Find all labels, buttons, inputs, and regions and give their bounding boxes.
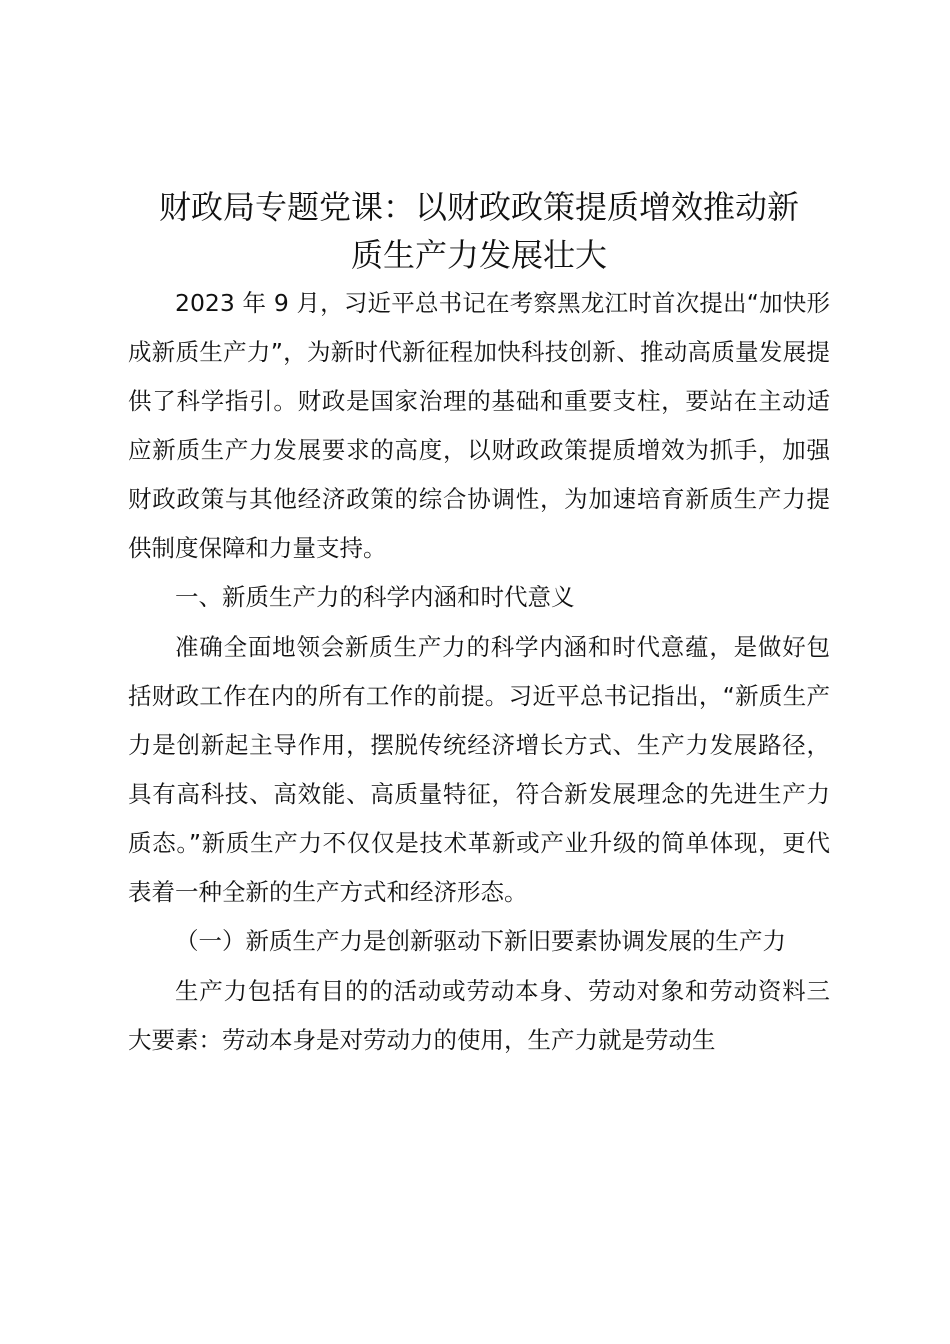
document-title bbox=[128, 183, 830, 279]
title-line-2: 质生产力发展壮大 bbox=[350, 236, 607, 274]
subsection-heading-1: （一）新质生产力是创新驱动下新旧要素协调发展的生产力 bbox=[175, 927, 786, 955]
paragraph-intro: 2023 年 9 月，习近平总书记在考察黑龙江时首次提出“加快形成新质生产力”，为新时代新征程加快科技创新、推动高质量发展提供了科学指引。财政是国家治理的基础和重要支柱，要站在主动适应新质生产力发展要求的高度，以财政政策提质增效为抓手，加强财政政策与其他经济政策的综合协调性，为加速培育新质生产力提供制度保障和力量支持。 bbox=[128, 289, 830, 562]
section-heading-1: 一、新质生产力的科学内涵和时代意义 bbox=[175, 583, 575, 611]
paragraph-productivity: 生产力包括有目的的活动或劳动本身、劳动对象和劳动资料三大要素：劳动本身是对劳动力的使用，生产力就是劳动生 bbox=[128, 977, 830, 1054]
document-page bbox=[128, 183, 830, 1065]
title-line-1: 财政局专题党课：以财政政策提质增效推动新 bbox=[158, 188, 799, 226]
paragraph-connotation: 准确全面地领会新质生产力的科学内涵和时代意蕴，是做好包括财政工作在内的所有工作的前提。习近平总书记指出，“新质生产力是创新起主导作用，摆脱传统经济增长方式、生产力发展路径，具有高科技、高效能、高质量特征，符合新发展理念的先进生产力质态。”新质生产力不仅仅是技术革新或产业升级的简单体现，更代表着一种全新的生产方式和经济形态。 bbox=[128, 633, 830, 906]
